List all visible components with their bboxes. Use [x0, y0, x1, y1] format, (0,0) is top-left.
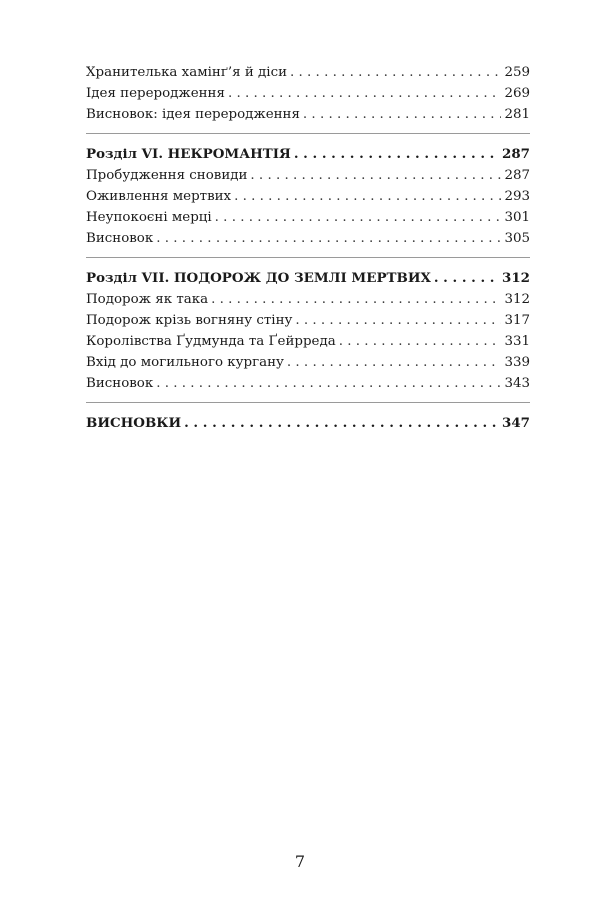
- dot-leader: [303, 104, 502, 125]
- toc-entry: [86, 207, 530, 228]
- toc-entry-page: 259: [504, 65, 530, 80]
- toc-entry: [86, 165, 530, 186]
- toc-entry-page: 293: [504, 189, 530, 204]
- dot-leader: [434, 268, 499, 289]
- toc-entry: [86, 373, 530, 394]
- toc-chapter-page: 312: [502, 270, 530, 286]
- dot-leader: [234, 186, 501, 207]
- toc-entry-page: 305: [504, 231, 530, 246]
- toc-chapter-page: 347: [502, 415, 530, 431]
- toc-entry-page: 269: [504, 86, 530, 101]
- dot-leader: [290, 62, 501, 83]
- toc-group-chapter-vii: [86, 268, 530, 403]
- dot-leader: [287, 352, 502, 373]
- toc-entry: [86, 228, 530, 249]
- toc-entry-title: Висновок: [86, 376, 154, 391]
- toc-entry-page: 312: [504, 292, 530, 307]
- dot-leader: [215, 207, 502, 228]
- toc-entry-page: 281: [504, 107, 530, 122]
- dot-leader: [339, 331, 502, 352]
- toc-entry-page: 317: [504, 313, 530, 328]
- toc-entry-title: Висновок: ідея переродження: [86, 107, 300, 122]
- toc-entry-page: 287: [504, 168, 530, 183]
- toc-entry-title: Хранителька хамінґ’я й діси: [86, 65, 288, 80]
- toc-chapter-heading: [86, 413, 530, 434]
- dot-leader: [156, 228, 501, 249]
- toc-entry-title: Оживлення мертвих: [86, 189, 232, 204]
- page-number: 7: [294, 852, 306, 871]
- toc-chapter-heading: [86, 144, 530, 165]
- table-of-contents: [86, 62, 530, 452]
- toc-entry-title: Висновок: [86, 231, 154, 246]
- toc-entry: [86, 310, 530, 331]
- toc-entry-page: 339: [504, 355, 530, 370]
- toc-chapter-heading: [86, 268, 530, 289]
- toc-chapter-title: Розділ VI. НЕКРОМАНТІЯ: [86, 146, 291, 162]
- toc-entry-title: Неупокоєні мерці: [86, 210, 212, 225]
- dot-leader: [250, 165, 501, 186]
- toc-entry: [86, 289, 530, 310]
- dot-leader: [211, 289, 501, 310]
- toc-entry-page: 331: [504, 334, 530, 349]
- dot-leader: [294, 144, 499, 165]
- toc-entry-title: Ідея переродження: [86, 86, 225, 101]
- toc-entry-title: Королівства Ґудмунда та Ґейрреда: [86, 334, 336, 349]
- toc-chapter-title: ВИСНОВКИ: [86, 415, 182, 431]
- toc-entry: [86, 186, 530, 207]
- toc-entry-title: Вхід до могильного кургану: [86, 355, 284, 370]
- toc-entry: [86, 352, 530, 373]
- toc-chapter-page: 287: [502, 146, 530, 162]
- toc-group-conclusions: [86, 413, 530, 442]
- toc-entry-title: Пробудження сновиди: [86, 168, 248, 183]
- toc-entry: [86, 62, 530, 83]
- dot-leader: [156, 373, 501, 394]
- toc-entry: [86, 104, 530, 125]
- toc-entry-title: Подорож крізь вогняну стіну: [86, 313, 293, 328]
- toc-entry-page: 301: [504, 210, 530, 225]
- toc-entry: [86, 83, 530, 104]
- dot-leader: [184, 413, 499, 434]
- toc-entry-title: Подорож як така: [86, 292, 209, 307]
- toc-group-chapter-vi: [86, 144, 530, 258]
- dot-leader: [295, 310, 501, 331]
- toc-group-chapter-v-end: [86, 62, 530, 134]
- dot-leader: [228, 83, 502, 104]
- toc-chapter-title: Розділ VII. ПОДОРОЖ ДО ЗЕМЛІ МЕРТВИХ: [86, 270, 431, 286]
- toc-entry: [86, 331, 530, 352]
- toc-entry-page: 343: [504, 376, 530, 391]
